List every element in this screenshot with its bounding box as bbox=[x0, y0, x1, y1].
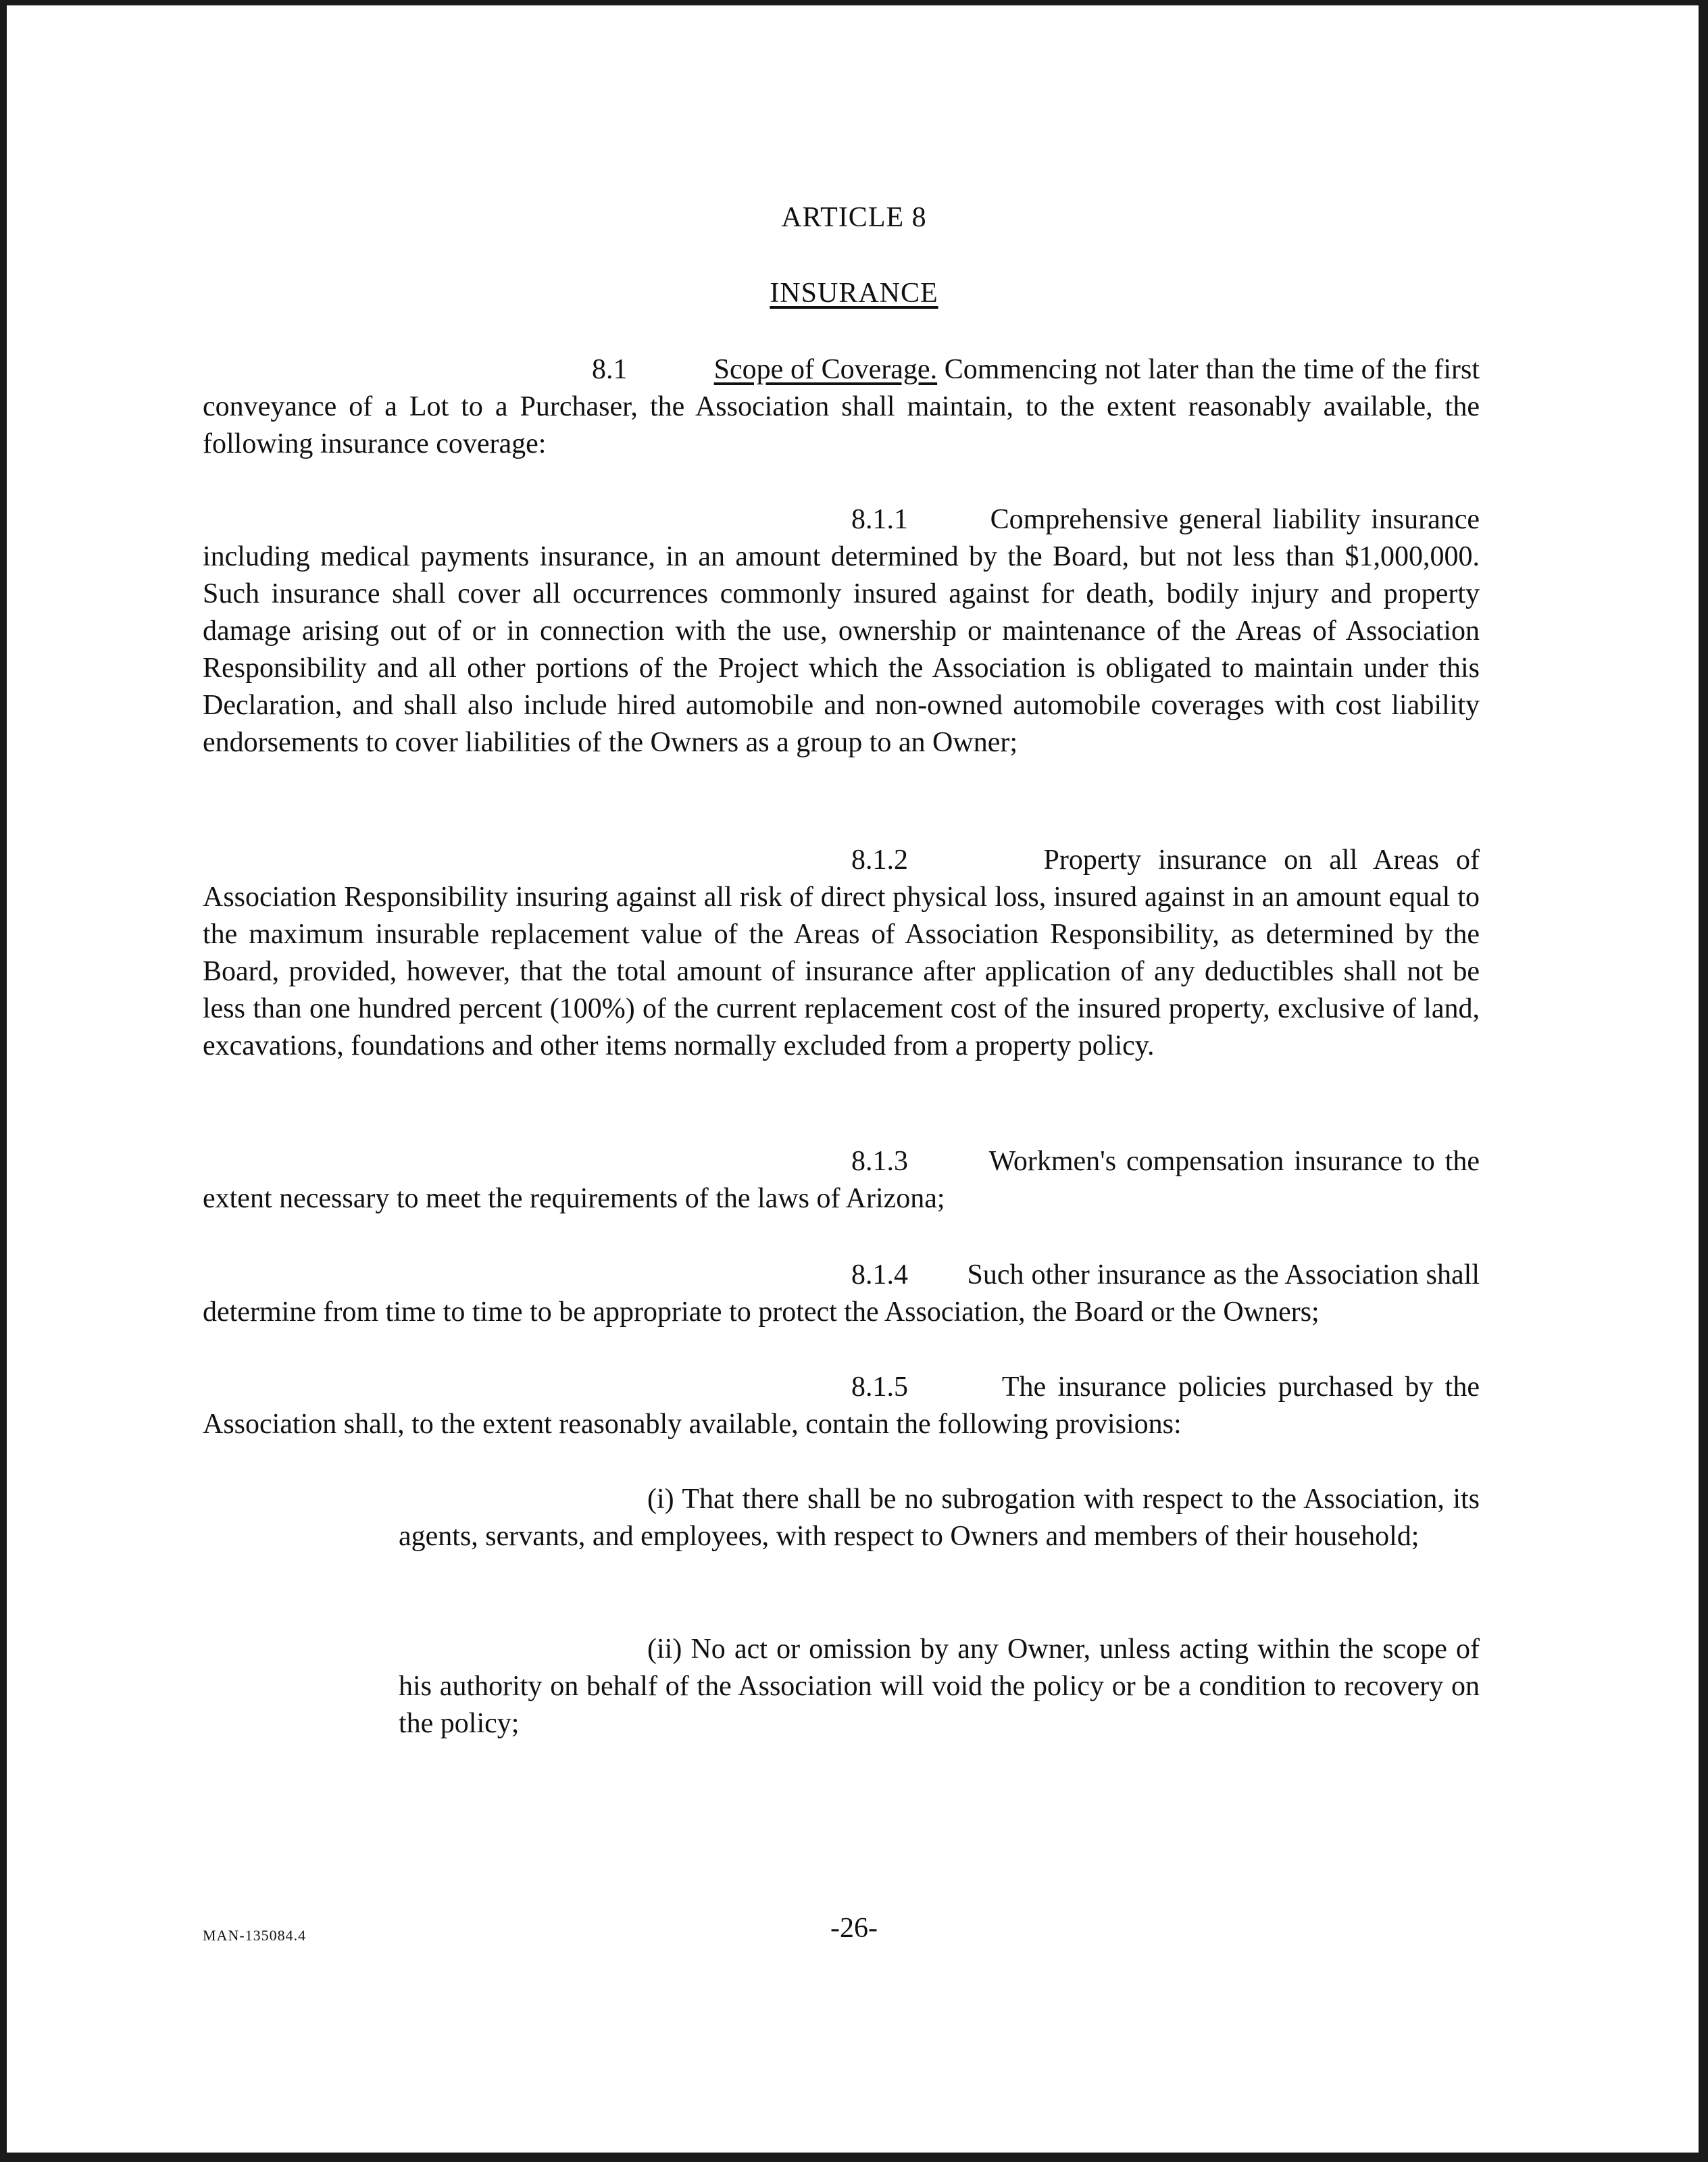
paragraph-8-1-3 bbox=[203, 1143, 1480, 1217]
document-id: MAN-135084.4 bbox=[203, 1927, 307, 1944]
paragraph-8-1-2 bbox=[203, 842, 1480, 1065]
section-number: 8.1.3 bbox=[851, 1146, 908, 1177]
article-heading: ARTICLE 8 bbox=[781, 202, 927, 233]
paragraph-text: The insurance policies purchased by the Association shall, to the extent reasonably available, contain the following provisions: bbox=[203, 1372, 1480, 1440]
paragraph-8-1-1 bbox=[203, 501, 1480, 761]
paragraph-text: Commencing not later than the time of the first conveyance of a Lot to a Purchaser, the Association shall maintain, to the extent reasonably available, the following insurance coverage: bbox=[203, 354, 1480, 459]
paragraph-8-1-5 bbox=[203, 1369, 1480, 1443]
paragraph-text: Comprehensive general liability insurance including medical payments insurance, in an amount determined by the Board, but not less than $1,000,000. Such insurance shall cover all occurrences commonly insured against for death, bodily injury and property damage arising out of or in connection with the use, ownership or maintenance of the Areas of Association Responsibility and all other portions of the Project which the Association is obligated to maintain under this Declaration, and shall also include hired automobile and non-owned automobile coverages with cost liability endorsements to cover liabilities of the Owners as a group to an Owner; bbox=[203, 504, 1480, 758]
section-number: 8.1.2 bbox=[851, 845, 908, 876]
provision-i: (i) That there shall be no subrogation with respect to the Association, its agents, servants, and employees, with respect to Owners and members of their household; bbox=[399, 1484, 1480, 1552]
scan-border-right bbox=[1699, 0, 1708, 2162]
provision-ii: (ii) No act or omission by any Owner, unless acting within the scope of his authority on behalf of the Association will void the policy or be a condition to recovery on the policy; bbox=[399, 1634, 1480, 1739]
scan-border-left bbox=[0, 0, 7, 2162]
paragraph-text: Property insurance on all Areas of Association Responsibility insuring against all risk of direct physical loss, insured against in an amount equal to the maximum insurable replacement value of the Areas of Association Responsibility, as determined by the Board, provided, however, that the total amount of insurance after application of any deductibles shall not be less than one hundred percent (100%) of the current replacement cost of the insured property, exclusive of land, excavations, foundations and other items normally excluded from a property policy. bbox=[203, 845, 1480, 1061]
scan-border-bottom bbox=[0, 2153, 1708, 2162]
section-number: 8.1 bbox=[592, 354, 628, 385]
section-number: 8.1.4 bbox=[851, 1259, 908, 1290]
section-number: 8.1.1 bbox=[851, 504, 908, 535]
section-title: INSURANCE bbox=[770, 278, 938, 309]
paragraph-text: Such other insurance as the Association shall determine from time to time to be appropriate to protect the Association, the Board or the Owners; bbox=[203, 1259, 1480, 1328]
paragraph-8-1 bbox=[203, 351, 1480, 463]
section-number: 8.1.5 bbox=[851, 1372, 908, 1403]
scan-border-top bbox=[0, 0, 1708, 5]
paragraph-8-1-4 bbox=[203, 1257, 1480, 1331]
paragraph-text: Workmen's compensation insurance to the extent necessary to meet the requirements of the laws of Arizona; bbox=[203, 1146, 1480, 1214]
section-heading: Scope of Coverage. bbox=[713, 354, 938, 385]
page-number: -26- bbox=[830, 1913, 878, 1944]
